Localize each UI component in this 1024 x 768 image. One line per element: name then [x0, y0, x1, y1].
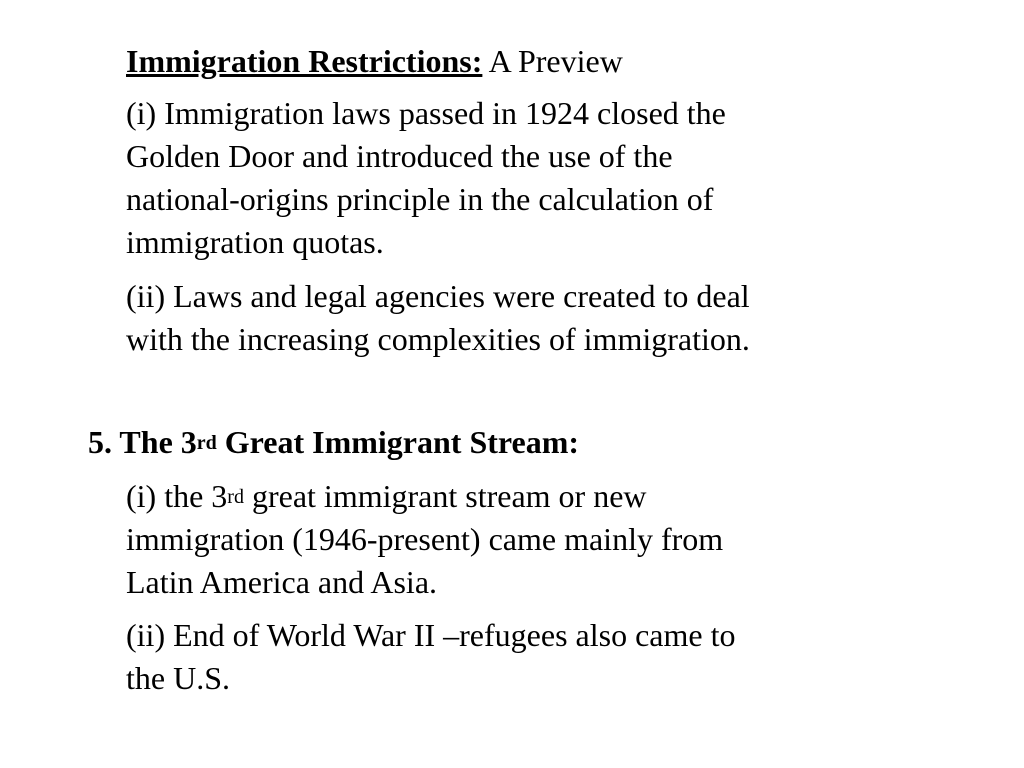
- section2-item1-post: great immigrant stream or new: [243, 478, 647, 514]
- section1-title-rest: A Preview: [482, 43, 623, 79]
- text-line: with the increasing complexities of immigration.: [126, 321, 750, 357]
- text-line: (ii) End of World War II –refugees also came to: [126, 617, 736, 653]
- section2-item1-sup: rd: [227, 486, 244, 508]
- text-line: (i) Immigration laws passed in 1924 closed the: [126, 95, 726, 131]
- section2-item2: [126, 614, 735, 700]
- section2-heading: [88, 421, 579, 464]
- section1-item2: [126, 275, 750, 361]
- text-line: the U.S.: [126, 660, 230, 696]
- text-line: (ii) Laws and legal agencies were created to deal: [126, 278, 750, 314]
- section1-title: [126, 40, 623, 83]
- text-line: immigration (1946-present) came mainly from: [126, 521, 724, 557]
- text-line: immigration quotas.: [126, 224, 384, 260]
- text-line: Golden Door and introduced the use of the: [126, 138, 673, 174]
- section2-heading-pre: 5. The 3: [88, 424, 197, 460]
- section2-heading-post: Great Immigrant Stream:: [216, 424, 580, 460]
- section2-item1-pre: (i) the 3: [126, 478, 228, 514]
- section2-heading-sup: rd: [196, 432, 217, 454]
- section1-item1: [126, 92, 726, 264]
- text-line: national-origins principle in the calculation of: [126, 181, 714, 217]
- text-line: Latin America and Asia.: [126, 564, 438, 600]
- section2-item1: [126, 475, 723, 604]
- text-line: [126, 475, 723, 518]
- section1-title-bold: Immigration Restrictions:: [126, 43, 483, 79]
